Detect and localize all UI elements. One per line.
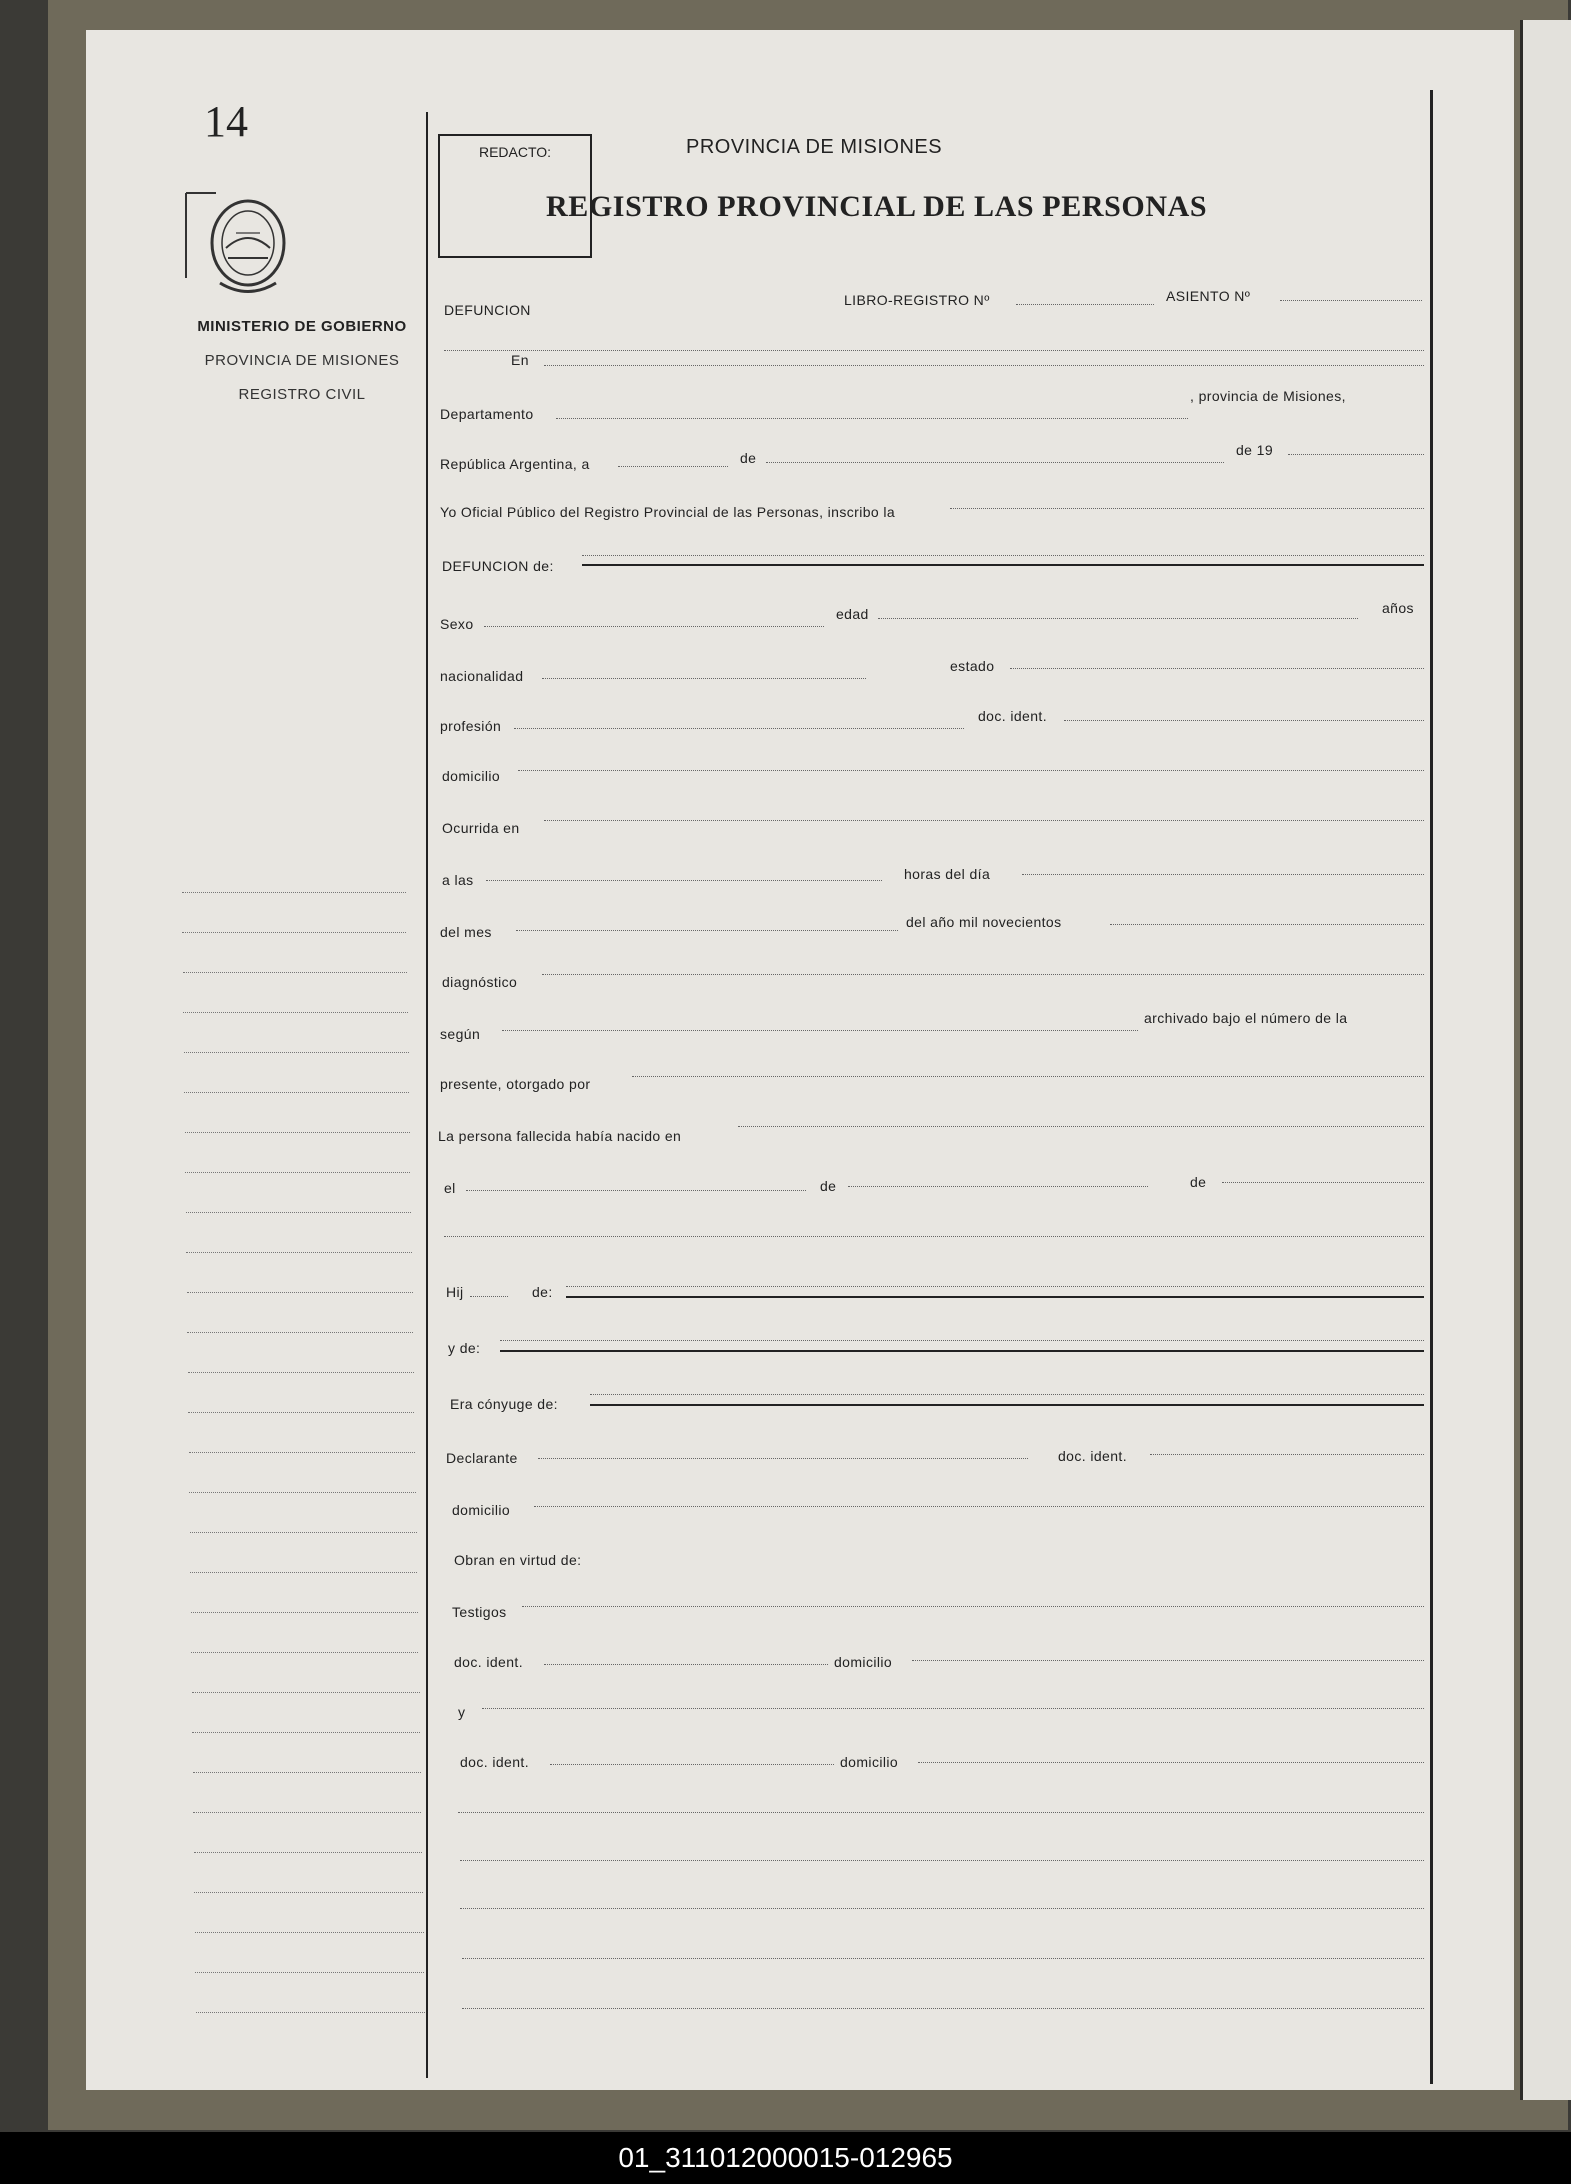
anio-field[interactable] [1288,454,1424,455]
blank-line-6[interactable] [462,1958,1424,1959]
provincia-heading: PROVINCIA DE MISIONES [686,136,943,158]
edad-label: edad [836,606,869,622]
asiento-field[interactable] [1280,300,1422,301]
ocurrida-en-label: Ocurrida en [442,820,520,836]
margin-line [185,1132,410,1133]
provincia-left-label: PROVINCIA DE MISIONES [204,352,400,369]
blank-line-3[interactable] [458,1812,1424,1813]
document-title: REGISTRO PROVINCIAL DE LAS PERSONAS [546,190,1208,223]
province-emblem-icon [176,188,286,308]
testigo-2-domicilio-label: domicilio [840,1754,899,1770]
departamento-label: Departamento [440,406,534,422]
libro-registro-label: LIBRO-REGISTRO Nº [844,292,990,308]
testigo-1-field[interactable] [522,1606,1424,1607]
margin-line [188,1412,414,1413]
libro-registro-field[interactable] [1016,304,1154,305]
testigos-label: Testigos [452,1604,507,1620]
margin-line [182,932,406,933]
anos-label: años [1382,600,1414,616]
declarante-domicilio-label: domicilio [452,1502,511,1518]
segun-field[interactable] [502,1030,1138,1031]
mes-field[interactable] [766,462,1224,463]
padre-underline [566,1296,1424,1298]
declarante-field[interactable] [538,1458,1028,1459]
de-label: de [740,450,757,466]
right-border [1430,90,1433,2084]
sexo-label: Sexo [440,616,474,632]
declarante-label: Declarante [446,1450,518,1466]
profesion-label: profesión [440,718,502,734]
declarante-doc-field[interactable] [1150,1454,1424,1455]
del-ano-field[interactable] [1110,924,1424,925]
defuncion-de-underline [582,564,1424,566]
estado-field[interactable] [1010,668,1424,669]
hij-suffix-field[interactable] [470,1296,508,1297]
margin-line [192,1692,420,1693]
padre-field[interactable] [566,1286,1424,1287]
segun-label: según [440,1026,481,1042]
nacimiento-de-label: de [820,1178,837,1194]
edad-field[interactable] [878,618,1358,619]
defuncion-tag: DEFUNCION [444,302,531,318]
defuncion-de-field[interactable] [582,555,1424,556]
testigo-1-doc-label: doc. ident. [454,1654,523,1670]
diagnostico-label: diagnóstico [442,974,518,990]
testigo-2-doc-label: doc. ident. [460,1754,529,1770]
conyuge-field[interactable] [590,1394,1424,1395]
asiento-label: ASIENTO Nº [1166,288,1251,304]
adjacent-page-edge [1520,20,1571,2100]
margin-line [192,1732,420,1733]
testigo-1-doc-field[interactable] [544,1664,828,1665]
margin-line [194,1852,422,1853]
margin-line [186,1212,411,1213]
nacimiento-de-2-label: de [1190,1174,1207,1190]
margin-line [185,1172,410,1173]
blank-line-5[interactable] [460,1908,1424,1909]
column-divider [426,112,428,2078]
margin-line [191,1652,418,1653]
y-label: y [458,1704,466,1720]
del-mes-label: del mes [440,924,492,940]
horas-del-dia-field[interactable] [1022,874,1424,875]
profesion-field[interactable] [514,728,964,729]
presente-label: presente, otorgado por [440,1076,591,1092]
domicilio-field[interactable] [518,770,1424,771]
blank-line-2[interactable] [444,1236,1424,1237]
registro-civil-label: REGISTRO CIVIL [238,386,366,403]
blank-line-7[interactable] [462,2008,1424,2009]
en-field[interactable] [544,365,1424,366]
persona-fallecida-label: La persona fallecida había nacido en [438,1128,682,1144]
margin-line [194,1892,423,1893]
margin-line [182,892,406,893]
y-de-label: y de: [448,1340,481,1356]
de-19-label: de 19 [1236,442,1274,458]
margin-line [190,1532,417,1533]
margin-line [189,1452,415,1453]
estado-label: estado [950,658,995,674]
nacimiento-mes-field[interactable] [848,1186,1148,1187]
testigo-2-domicilio-field[interactable] [918,1762,1424,1763]
madre-field[interactable] [500,1340,1424,1341]
declarante-doc-label: doc. ident. [1058,1448,1127,1464]
margin-line [195,1972,424,1973]
doc-ident-field[interactable] [1064,720,1424,721]
ministerio-label: MINISTERIO DE GOBIERNO [197,318,407,335]
en-label: En [511,352,529,368]
testigo-2-field[interactable] [482,1708,1424,1709]
horas-del-dia-label: horas del día [904,866,991,882]
nacionalidad-field[interactable] [542,678,866,679]
yo-oficial-field[interactable] [950,508,1424,509]
sexo-field[interactable] [484,626,824,627]
diagnostico-field[interactable] [542,974,1424,975]
margin-line [191,1612,418,1613]
madre-underline [500,1350,1424,1352]
margin-line [187,1332,413,1333]
doc-ident-label: doc. ident. [978,708,1047,724]
obran-label: Obran en virtud de: [454,1552,582,1568]
declarante-domicilio-field[interactable] [534,1506,1424,1507]
presente-field[interactable] [632,1076,1424,1077]
nacimiento-anio-field[interactable] [1222,1182,1424,1183]
blank-line-1[interactable] [444,350,1424,351]
margin-line [190,1572,417,1573]
departamento-field[interactable] [556,418,1188,419]
margin-line [184,1052,409,1053]
del-mes-field[interactable] [516,930,898,931]
del-ano-label: del año mil novecientos [906,914,1062,930]
margin-line [188,1372,414,1373]
image-identifier: 01_311012000015-012965 [0,2132,1571,2184]
a-las-label: a las [442,872,474,888]
page-number: 14 [204,97,248,146]
redacto-label: REDACTO: [478,144,552,160]
margin-line [187,1292,413,1293]
archivado-label: archivado bajo el número de la [1144,1010,1348,1026]
republica-label: República Argentina, a [440,456,590,472]
hij-de-label: de: [532,1284,553,1300]
yo-oficial-text: Yo Oficial Público del Registro Provincial de las Personas, inscribo la [440,504,896,520]
domicilio-label: domicilio [442,768,501,784]
testigo-2-doc-field[interactable] [550,1764,834,1765]
margin-line [196,2012,425,2013]
era-conyuge-label: Era cónyuge de: [450,1396,558,1412]
margin-line [195,1932,424,1933]
testigo-1-domicilio-field[interactable] [912,1660,1424,1661]
margin-line [186,1252,412,1253]
defuncion-de-label: DEFUNCION de: [442,558,554,574]
el-label: el [444,1180,456,1196]
provincia-misiones-label: , provincia de Misiones, [1190,388,1346,404]
margin-line [183,972,407,973]
margin-line [193,1812,421,1813]
ocurrida-en-field[interactable] [544,820,1424,821]
margin-line [189,1492,416,1493]
a-las-field[interactable] [486,880,882,881]
dia-field[interactable] [618,466,728,467]
margin-line [183,1012,408,1013]
nacionalidad-label: nacionalidad [440,668,524,684]
el-field[interactable] [466,1190,806,1191]
margin-line [193,1772,421,1773]
blank-line-4[interactable] [460,1860,1424,1861]
testigo-1-domicilio-label: domicilio [834,1654,893,1670]
margin-line [184,1092,409,1093]
form-page [86,30,1514,2090]
persona-fallecida-field[interactable] [738,1126,1424,1127]
hij-label: Hij [446,1284,464,1300]
conyuge-underline [590,1404,1424,1406]
